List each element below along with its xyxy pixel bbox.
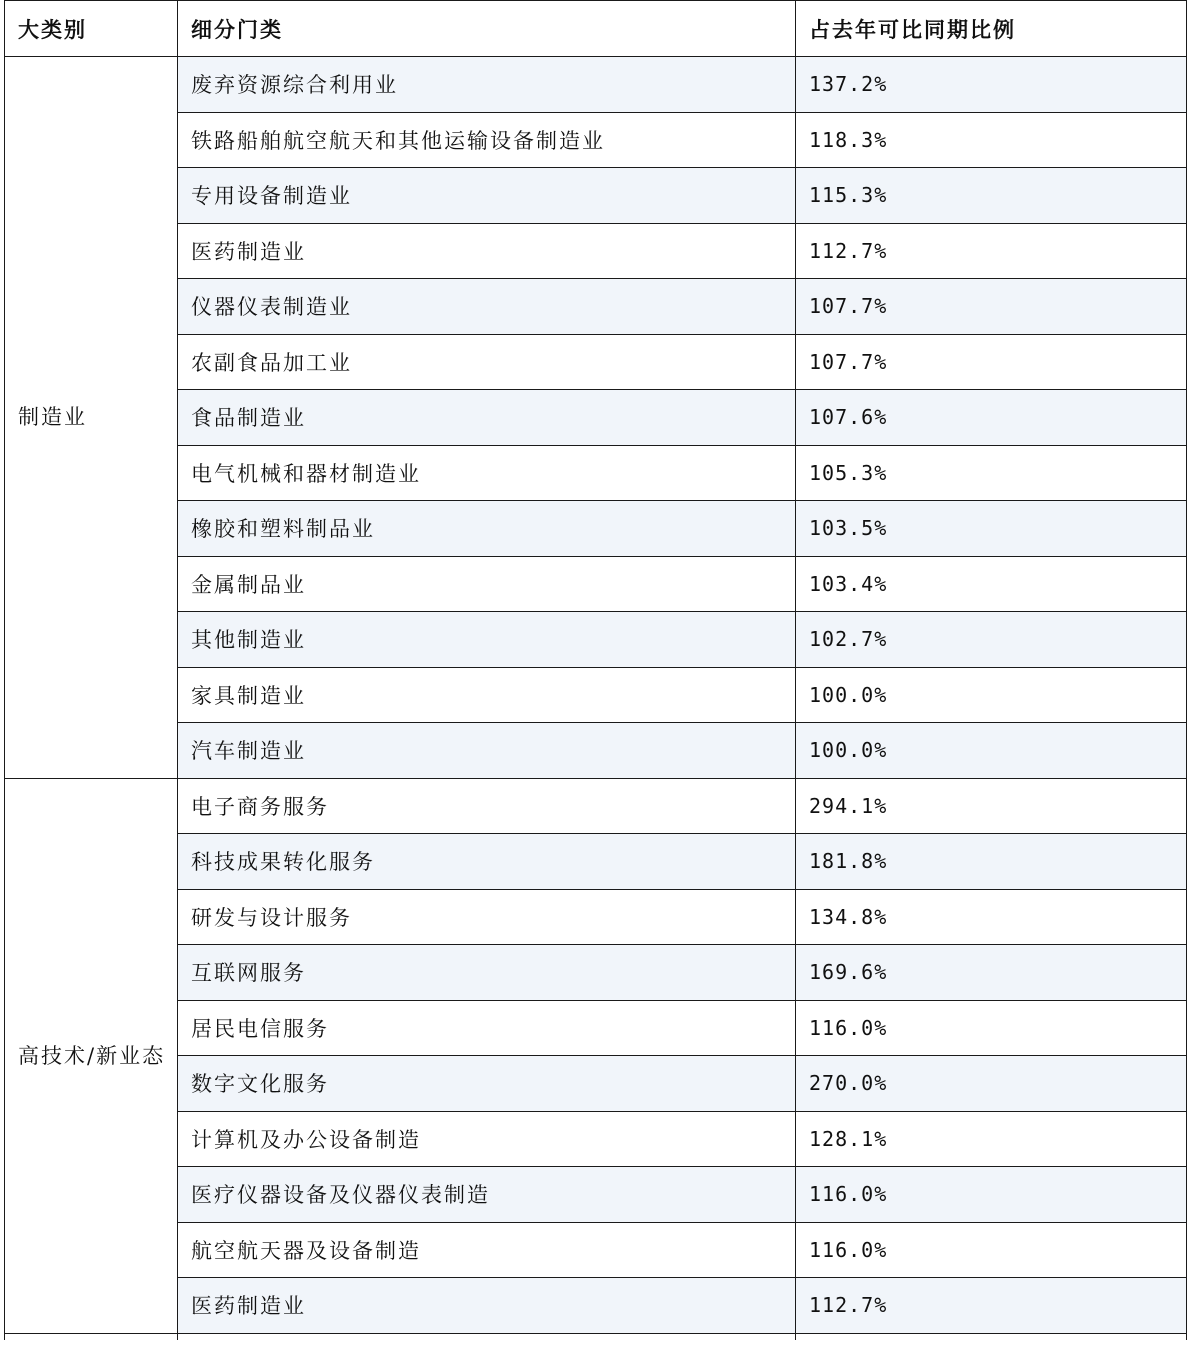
subcategory-cell: 电气机械和器材制造业 bbox=[178, 445, 796, 501]
table-row bbox=[5, 1278, 1187, 1334]
subcategory-cell: 航空航天器及设备制造 bbox=[178, 1222, 796, 1278]
subcategory-cell: 仪器仪表制造业 bbox=[178, 279, 796, 335]
subcategory-cell: 居民电信服务 bbox=[178, 1000, 796, 1056]
data-table bbox=[4, 0, 1187, 1340]
ratio-cell: 294.1% bbox=[796, 778, 1187, 834]
subcategory-cell: 废弃资源综合利用业 bbox=[178, 57, 796, 113]
header-row bbox=[5, 1, 1187, 57]
ratio-cell: 115.3% bbox=[796, 168, 1187, 224]
category-cell: 制造业 bbox=[5, 57, 178, 779]
ratio-cell: 107.6% bbox=[796, 390, 1187, 446]
table-row bbox=[5, 1111, 1187, 1167]
ratio-cell: 100.0% bbox=[796, 667, 1187, 723]
table-body bbox=[5, 57, 1187, 1340]
header-subcategory: 细分门类 bbox=[178, 1, 796, 57]
category-cell: 高技术/新业态 bbox=[5, 778, 178, 1333]
subcategory-cell: 橡胶和塑料制品业 bbox=[178, 501, 796, 557]
table-row bbox=[5, 667, 1187, 723]
table-row bbox=[5, 945, 1187, 1001]
ratio-cell: 116.0% bbox=[796, 1222, 1187, 1278]
table-row bbox=[5, 723, 1187, 779]
table-row bbox=[5, 1167, 1187, 1223]
table-row bbox=[5, 390, 1187, 446]
subcategory-cell: 家具制造业 bbox=[178, 667, 796, 723]
table-row bbox=[5, 112, 1187, 168]
table-row-partial bbox=[5, 1333, 1187, 1340]
header-category: 大类别 bbox=[5, 1, 178, 57]
ratio-cell: 181.8% bbox=[796, 834, 1187, 890]
empty-cell bbox=[5, 1333, 178, 1340]
ratio-cell: 134.8% bbox=[796, 889, 1187, 945]
table-row bbox=[5, 168, 1187, 224]
ratio-cell: 112.7% bbox=[796, 1278, 1187, 1334]
ratio-cell: 100.0% bbox=[796, 723, 1187, 779]
subcategory-cell: 互联网服务 bbox=[178, 945, 796, 1001]
ratio-cell: 169.6% bbox=[796, 945, 1187, 1001]
ratio-cell: 107.7% bbox=[796, 279, 1187, 335]
ratio-cell: 137.2% bbox=[796, 57, 1187, 113]
subcategory-cell: 其他制造业 bbox=[178, 612, 796, 668]
table-row bbox=[5, 279, 1187, 335]
subcategory-cell: 计算机及办公设备制造 bbox=[178, 1111, 796, 1167]
ratio-cell: 270.0% bbox=[796, 1056, 1187, 1112]
subcategory-cell: 医药制造业 bbox=[178, 1278, 796, 1334]
ratio-cell: 105.3% bbox=[796, 445, 1187, 501]
table-row bbox=[5, 889, 1187, 945]
subcategory-cell: 电子商务服务 bbox=[178, 778, 796, 834]
subcategory-cell: 研发与设计服务 bbox=[178, 889, 796, 945]
table-row bbox=[5, 445, 1187, 501]
subcategory-cell: 农副食品加工业 bbox=[178, 334, 796, 390]
table-row bbox=[5, 778, 1187, 834]
table-row bbox=[5, 612, 1187, 668]
ratio-cell: 103.4% bbox=[796, 556, 1187, 612]
table-row bbox=[5, 1056, 1187, 1112]
subcategory-cell: 医药制造业 bbox=[178, 223, 796, 279]
table-row bbox=[5, 834, 1187, 890]
subcategory-cell: 医疗仪器设备及仪器仪表制造 bbox=[178, 1167, 796, 1223]
subcategory-cell: 专用设备制造业 bbox=[178, 168, 796, 224]
subcategory-cell: 铁路船舶航空航天和其他运输设备制造业 bbox=[178, 112, 796, 168]
ratio-cell: 116.0% bbox=[796, 1000, 1187, 1056]
table-row bbox=[5, 1222, 1187, 1278]
ratio-cell: 107.7% bbox=[796, 334, 1187, 390]
ratio-cell: 102.7% bbox=[796, 612, 1187, 668]
table-row bbox=[5, 501, 1187, 557]
ratio-cell: 128.1% bbox=[796, 1111, 1187, 1167]
subcategory-cell: 食品制造业 bbox=[178, 390, 796, 446]
ratio-cell: 103.5% bbox=[796, 501, 1187, 557]
table-row bbox=[5, 556, 1187, 612]
ratio-cell: 118.3% bbox=[796, 112, 1187, 168]
table-row bbox=[5, 57, 1187, 113]
header-ratio: 占去年可比同期比例 bbox=[796, 1, 1187, 57]
empty-cell bbox=[178, 1333, 796, 1340]
ratio-cell: 112.7% bbox=[796, 223, 1187, 279]
subcategory-cell: 汽车制造业 bbox=[178, 723, 796, 779]
subcategory-cell: 科技成果转化服务 bbox=[178, 834, 796, 890]
ratio-cell: 116.0% bbox=[796, 1167, 1187, 1223]
subcategory-cell: 金属制品业 bbox=[178, 556, 796, 612]
subcategory-cell: 数字文化服务 bbox=[178, 1056, 796, 1112]
table-row bbox=[5, 223, 1187, 279]
table-row bbox=[5, 1000, 1187, 1056]
table-row bbox=[5, 334, 1187, 390]
empty-cell bbox=[796, 1333, 1187, 1340]
